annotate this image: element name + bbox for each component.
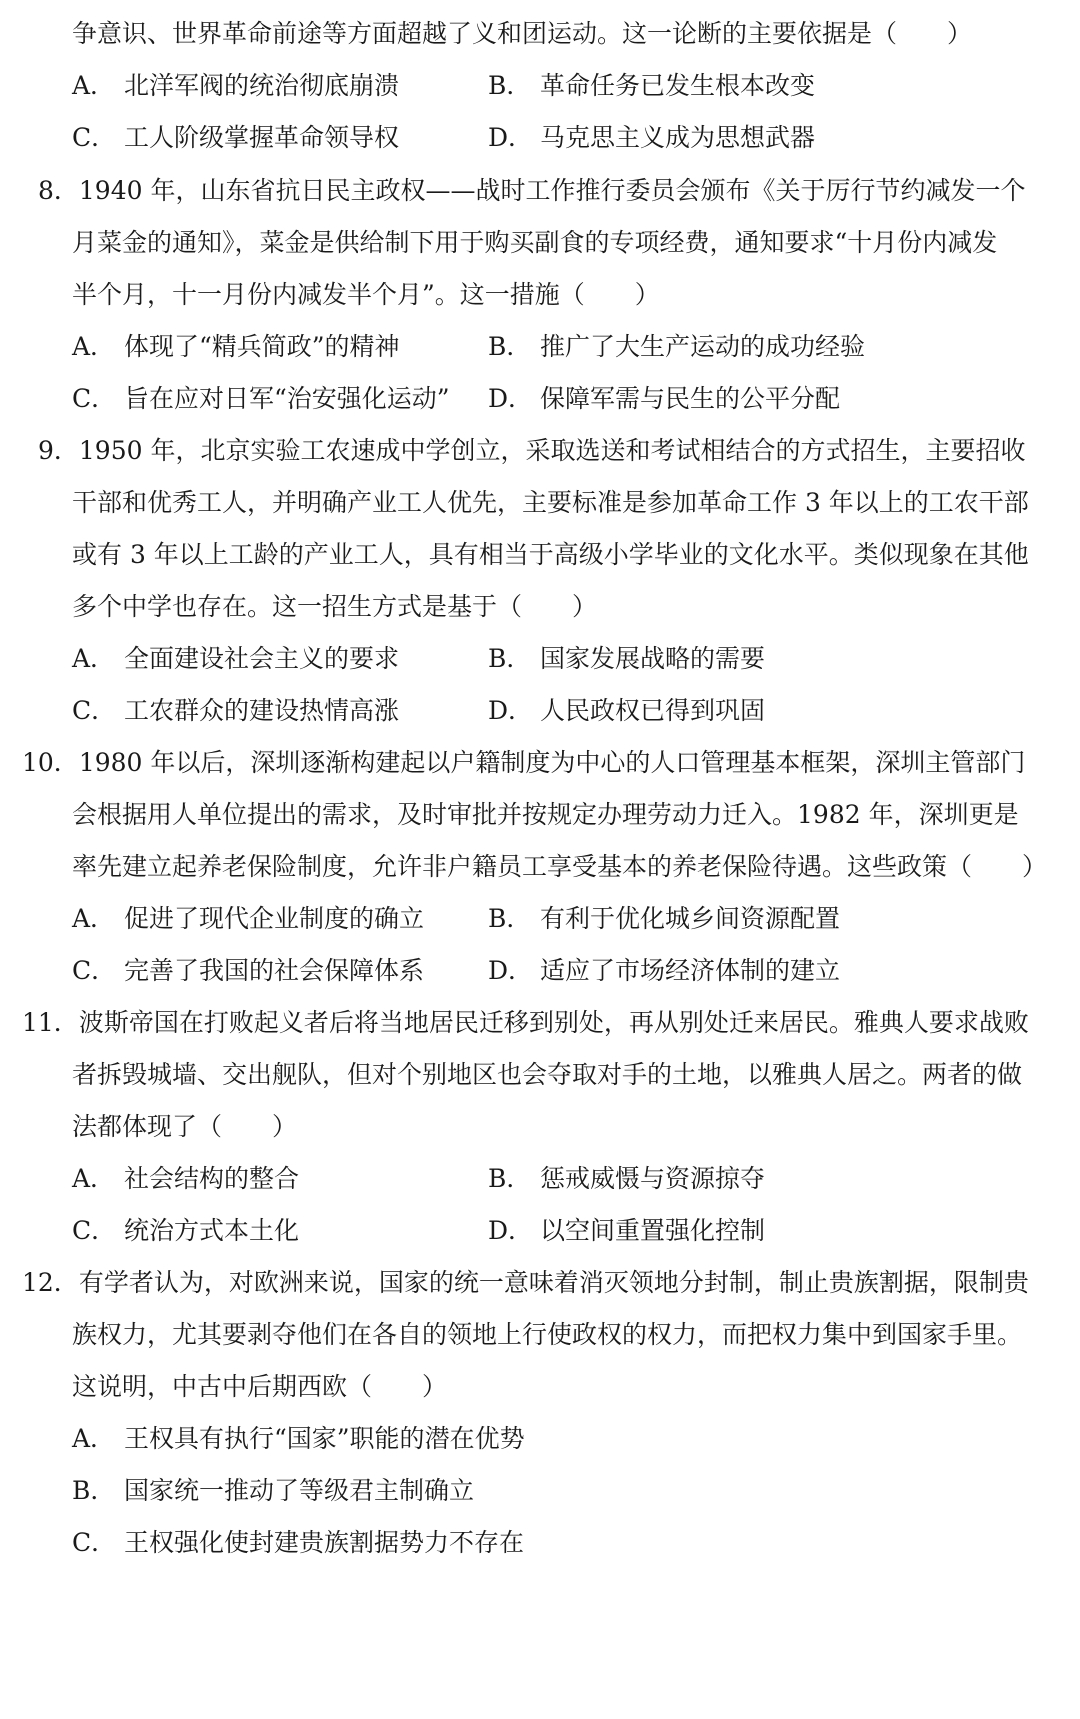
option-letter: B． [488, 1164, 532, 1193]
option-text: 工人阶级掌握革命领导权 [124, 123, 400, 152]
option-text: 全面建设社会主义的要求 [124, 644, 400, 673]
option-text: 马克思主义成为思想武器 [540, 123, 816, 152]
q10-stem-line-2: 会根据用人单位提出的需求，及时审批并按规定办理劳动力迁入。1982 年，深圳更是 [72, 800, 1019, 829]
option-text: 北洋军阀的统治彻底崩溃 [124, 71, 400, 100]
option-letter: D． [488, 1216, 534, 1245]
q9-option-d [488, 695, 765, 727]
stem-text: 1950 年，北京实验工农速成中学创立，采取选送和考试相结合的方式招生，主要招收 [78, 436, 1026, 465]
option-text: 有利于优化城乡间资源配置 [540, 904, 841, 933]
q10-option-d [488, 955, 840, 987]
option-text: 国家发展战略的需要 [540, 644, 766, 673]
option-letter: A． [72, 332, 116, 361]
q9-option-a [72, 643, 399, 675]
option-letter: C． [72, 1528, 117, 1557]
q10-option-c [72, 955, 424, 987]
question-number: 12． [22, 1268, 79, 1297]
q11-stem-line-2: 者拆毁城墙、交出舰队，但对个别地区也会夺取对手的土地，以雅典人居之。两者的做 [72, 1060, 1023, 1089]
option-letter: A． [72, 71, 116, 100]
question-number: 8． [38, 176, 79, 205]
q8-stem-line-2: 月菜金的通知》，菜金是供给制下用于购买副食的专项经费，通知要求“十月份内减发 [72, 228, 998, 257]
q7-option-b [488, 70, 815, 102]
q7-option-a [72, 70, 399, 102]
q12-option-a [72, 1423, 525, 1455]
q8-option-b [488, 331, 865, 363]
q9-stem-line-3: 或有 3 年以上工龄的产业工人，具有相当于高级小学毕业的文化水平。类似现象在其他 [72, 540, 1029, 569]
q9-option-c [72, 695, 399, 727]
q8-option-c [72, 383, 450, 415]
option-text: 人民政权已得到巩固 [540, 696, 766, 725]
q11-option-d [488, 1215, 765, 1247]
option-letter: B． [72, 1476, 116, 1505]
q9-stem-line-2: 干部和优秀工人，并明确产业工人优先，主要标准是参加革命工作 3 年以上的工农干部 [72, 488, 1029, 517]
option-letter: D． [488, 123, 534, 152]
question-number: 11． [22, 1008, 79, 1037]
option-letter: B． [488, 71, 532, 100]
option-text: 推广了大生产运动的成功经验 [540, 332, 866, 361]
q11-option-c [72, 1215, 299, 1247]
option-letter: B． [488, 644, 532, 673]
q8-stem-line-1 [38, 175, 1025, 207]
q11-option-a [72, 1163, 299, 1195]
option-letter: A． [72, 904, 116, 933]
q11-option-b [488, 1163, 765, 1195]
option-letter: B． [488, 904, 532, 933]
option-text: 旨在应对日军“治安强化运动” [124, 384, 450, 413]
option-text: 统治方式本土化 [124, 1216, 300, 1245]
option-letter: C． [72, 384, 117, 413]
q10-option-a [72, 903, 424, 935]
option-text: 适应了市场经济体制的建立 [540, 956, 841, 985]
option-text: 以空间重置强化控制 [540, 1216, 766, 1245]
option-letter: D． [488, 384, 534, 413]
q11-stem-line-1 [22, 1007, 1029, 1039]
q12-stem-line-2: 族权力，尤其要剥夺他们在各自的领地上行使政权的权力，而把权力集中到国家手里。 [72, 1320, 1023, 1349]
q8-option-a [72, 331, 400, 363]
q11-stem-line-3: 法都体现了（ ） [72, 1112, 298, 1141]
option-text: 国家统一推动了等级君主制确立 [124, 1476, 475, 1505]
stem-text: 有学者认为，对欧洲来说，国家的统一意味着消灭领地分封制，制止贵族割据，限制贵 [78, 1268, 1029, 1297]
stem-text: 1980 年以后，深圳逐渐构建起以户籍制度为中心的人口管理基本框架，深圳主管部门 [78, 748, 1026, 777]
stem-text: 1940 年，山东省抗日民主政权——战时工作推行委员会颁布《关于厉行节约减发一个 [78, 176, 1026, 205]
stem-text: 波斯帝国在打败起义者后将当地居民迁移到别处，再从别处迁来居民。雅典人要求战败 [78, 1008, 1029, 1037]
option-letter: C． [72, 956, 117, 985]
option-text: 革命任务已发生根本改变 [540, 71, 816, 100]
q8-stem-line-3: 半个月，十一月份内减发半个月”。这一措施（ ） [72, 280, 660, 309]
q10-stem-line-3: 率先建立起养老保险制度，允许非户籍员工享受基本的养老保险待遇。这些政策（ ） [72, 852, 1048, 881]
option-text: 社会结构的整合 [124, 1164, 300, 1193]
question-number: 9． [38, 436, 79, 465]
option-text: 体现了“精兵简政”的精神 [124, 332, 400, 361]
option-letter: D． [488, 696, 534, 725]
question-number: 10． [22, 748, 79, 777]
q7-stem-line: 争意识、世界革命前途等方面超越了义和团运动。这一论断的主要依据是（ ） [72, 19, 973, 48]
q12-option-c [72, 1527, 524, 1559]
option-letter: A． [72, 644, 116, 673]
q12-stem-line-1 [22, 1267, 1029, 1299]
option-letter: D． [488, 956, 534, 985]
q7-option-d [488, 122, 815, 154]
option-letter: C． [72, 1216, 117, 1245]
q8-option-d [488, 383, 840, 415]
option-text: 惩戒威慑与资源掠夺 [540, 1164, 766, 1193]
option-letter: C． [72, 696, 117, 725]
q10-stem-line-1 [22, 747, 1025, 779]
q9-stem-line-4: 多个中学也存在。这一招生方式是基于（ ） [72, 592, 598, 621]
option-text: 工农群众的建设热情高涨 [124, 696, 400, 725]
q9-option-b [488, 643, 765, 675]
option-text: 保障军需与民生的公平分配 [540, 384, 841, 413]
q12-stem-line-3: 这说明，中古中后期西欧（ ） [72, 1372, 448, 1401]
option-text: 王权具有执行“国家”职能的潜在优势 [124, 1424, 525, 1453]
q10-option-b [488, 903, 840, 935]
option-letter: C． [72, 123, 117, 152]
option-letter: A． [72, 1164, 116, 1193]
q9-stem-line-1 [38, 435, 1025, 467]
option-text: 促进了现代企业制度的确立 [124, 904, 425, 933]
option-letter: A． [72, 1424, 116, 1453]
q12-option-b [72, 1475, 474, 1507]
option-text: 完善了我国的社会保障体系 [124, 956, 425, 985]
option-letter: B． [488, 332, 532, 361]
q7-option-c [72, 122, 399, 154]
option-text: 王权强化使封建贵族割据势力不存在 [124, 1528, 525, 1557]
